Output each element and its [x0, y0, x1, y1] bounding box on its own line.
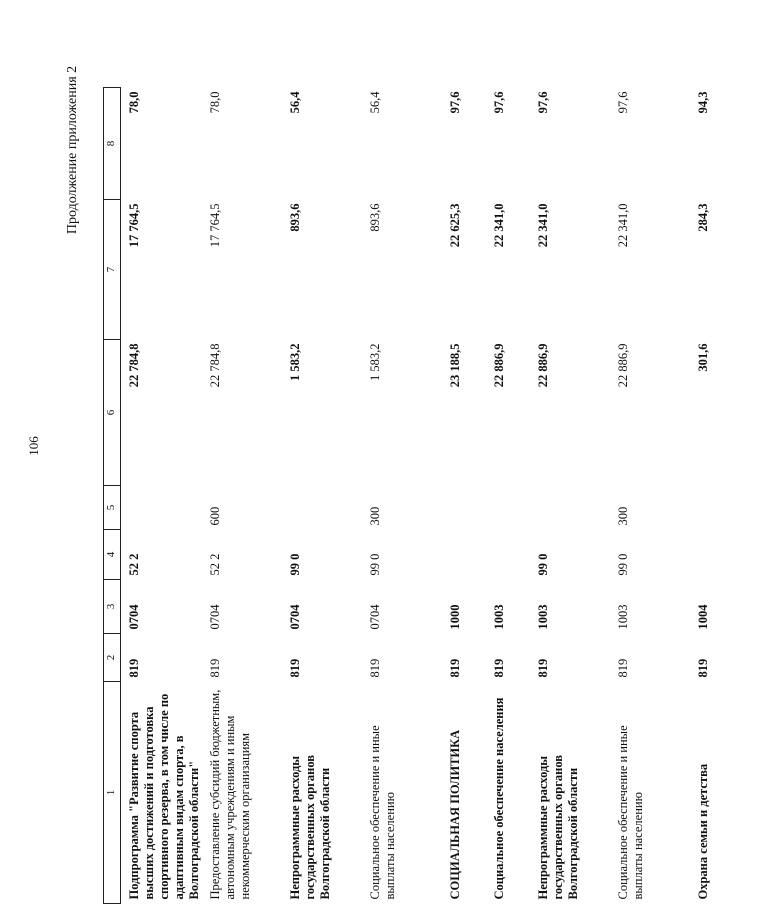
cell-item-name: Подпрограмма "Развитие спорта высших достижений и подготовка спортивного резерва, в том числе по адаптивным видам спорта, в Волгоградской области" — [127, 693, 201, 900]
cell-section-code: 1003 — [492, 604, 506, 630]
cell-percent: 78,0 — [127, 91, 141, 114]
cell-admin-code: 819 — [536, 658, 550, 678]
cell-target-code — [486, 530, 530, 580]
cell-admin-code: 819 — [616, 658, 630, 678]
cell-item-name: Социальное обеспечение и иные выплаты населению — [616, 725, 645, 900]
cell-item-name: Предоставление субсидий бюджетным, автономным учреждениям и иным некоммерческим организациям — [208, 689, 252, 900]
cell-target-code: 52 2 — [127, 553, 141, 576]
table-row — [486, 88, 530, 904]
cell-admin-code: 819 — [127, 658, 141, 678]
cell-expense-type — [282, 486, 362, 530]
cell-actual-amount: 17 764,5 — [127, 203, 141, 248]
header-cell-7: 7 — [104, 200, 121, 340]
cell-section-code: 0704 — [127, 604, 141, 630]
cell-item-name: Социальное обеспечение и иные выплаты населению — [368, 725, 397, 900]
cell-percent: 97,6 — [616, 91, 630, 114]
cell-admin-code: 819 — [448, 658, 462, 678]
header-cell-5: 5 — [104, 486, 121, 530]
cell-section-code: 0704 — [368, 604, 382, 630]
cell-target-code — [690, 530, 770, 580]
cell-percent: 56,4 — [288, 91, 302, 114]
cell-plan-amount: 1 583,2 — [288, 343, 302, 381]
cell-percent: 97,6 — [448, 91, 462, 114]
table-row — [362, 88, 442, 904]
cell-percent: 78,0 — [208, 91, 222, 114]
cell-admin-code: 819 — [492, 658, 506, 678]
budget-table — [103, 87, 770, 904]
cell-percent: 97,6 — [492, 91, 506, 114]
header-cell-8: 8 — [104, 88, 121, 200]
budget-table-rotated — [103, 88, 710, 904]
cell-plan-amount: 22 886,9 — [492, 343, 506, 388]
table-row — [282, 88, 362, 904]
cell-section-code: 0704 — [208, 604, 222, 630]
cell-plan-amount: 23 188,5 — [448, 343, 462, 388]
cell-admin-code: 819 — [288, 658, 302, 678]
cell-expense-type — [690, 486, 770, 530]
cell-percent: 56,4 — [368, 91, 382, 114]
cell-target-code: 52 2 — [208, 553, 222, 576]
header-cell-2: 2 — [104, 634, 121, 682]
page-number: 106 — [26, 436, 41, 456]
cell-admin-code: 819 — [696, 658, 710, 678]
header-row — [104, 88, 121, 904]
cell-expense-type — [530, 486, 610, 530]
header-cell-1: 1 — [104, 682, 121, 904]
cell-section-code: 1004 — [696, 604, 710, 630]
table-row — [530, 88, 610, 904]
cell-expense-type — [442, 486, 486, 530]
cell-plan-amount: 22 784,8 — [127, 343, 141, 388]
cell-item-name: Непрограммные расходы государственных органов Волгоградской области — [536, 754, 580, 900]
table-row — [610, 88, 690, 904]
cell-target-code: 99 0 — [536, 553, 550, 576]
table-row — [202, 88, 282, 904]
cell-plan-amount: 301,6 — [696, 343, 710, 372]
cell-item-name: Социальное обеспечение населения — [492, 697, 506, 900]
cell-target-code: 99 0 — [368, 553, 382, 576]
cell-target-code — [442, 530, 486, 580]
table-row — [690, 88, 770, 904]
cell-section-code: 1003 — [536, 604, 550, 630]
cell-section-code: 1000 — [448, 604, 462, 630]
cell-admin-code: 819 — [368, 658, 382, 678]
cell-expense-type: 300 — [616, 506, 630, 526]
table-row — [121, 88, 203, 904]
cell-actual-amount: 22 341,0 — [536, 203, 550, 248]
cell-actual-amount: 893,6 — [368, 203, 382, 232]
header-cell-6: 6 — [104, 340, 121, 486]
cell-actual-amount: 22 341,0 — [616, 203, 630, 248]
cell-expense-type: 600 — [208, 506, 222, 526]
header-cell-3: 3 — [104, 580, 121, 634]
cell-target-code: 99 0 — [616, 553, 630, 576]
cell-section-code: 1003 — [616, 604, 630, 630]
table-row — [442, 88, 486, 904]
cell-percent: 94,3 — [696, 91, 710, 114]
cell-actual-amount: 17 764,5 — [208, 203, 222, 248]
cell-admin-code: 819 — [208, 658, 222, 678]
cell-plan-amount: 1 583,2 — [368, 343, 382, 381]
cell-item-name: Непрограммные расходы государственных органов Волгоградской области — [288, 754, 332, 900]
header-cell-4: 4 — [104, 530, 121, 580]
continuation-label: Продолжение приложения 2 — [65, 65, 80, 235]
cell-item-name: Охрана семьи и детства — [696, 763, 710, 900]
cell-expense-type — [121, 486, 203, 530]
cell-target-code: 99 0 — [288, 553, 302, 576]
cell-section-code: 0704 — [288, 604, 302, 630]
cell-actual-amount: 22 625,3 — [448, 203, 462, 248]
cell-plan-amount: 22 886,9 — [536, 343, 550, 388]
cell-plan-amount: 22 886,9 — [616, 343, 630, 388]
cell-expense-type: 300 — [368, 506, 382, 526]
cell-percent: 97,6 — [536, 91, 550, 114]
cell-item-name: СОЦИАЛЬНАЯ ПОЛИТИКА — [448, 729, 462, 900]
cell-expense-type — [486, 486, 530, 530]
cell-plan-amount: 22 784,8 — [208, 343, 222, 388]
cell-actual-amount: 22 341,0 — [492, 203, 506, 248]
cell-actual-amount: 284,3 — [696, 203, 710, 232]
cell-actual-amount: 893,6 — [288, 203, 302, 232]
